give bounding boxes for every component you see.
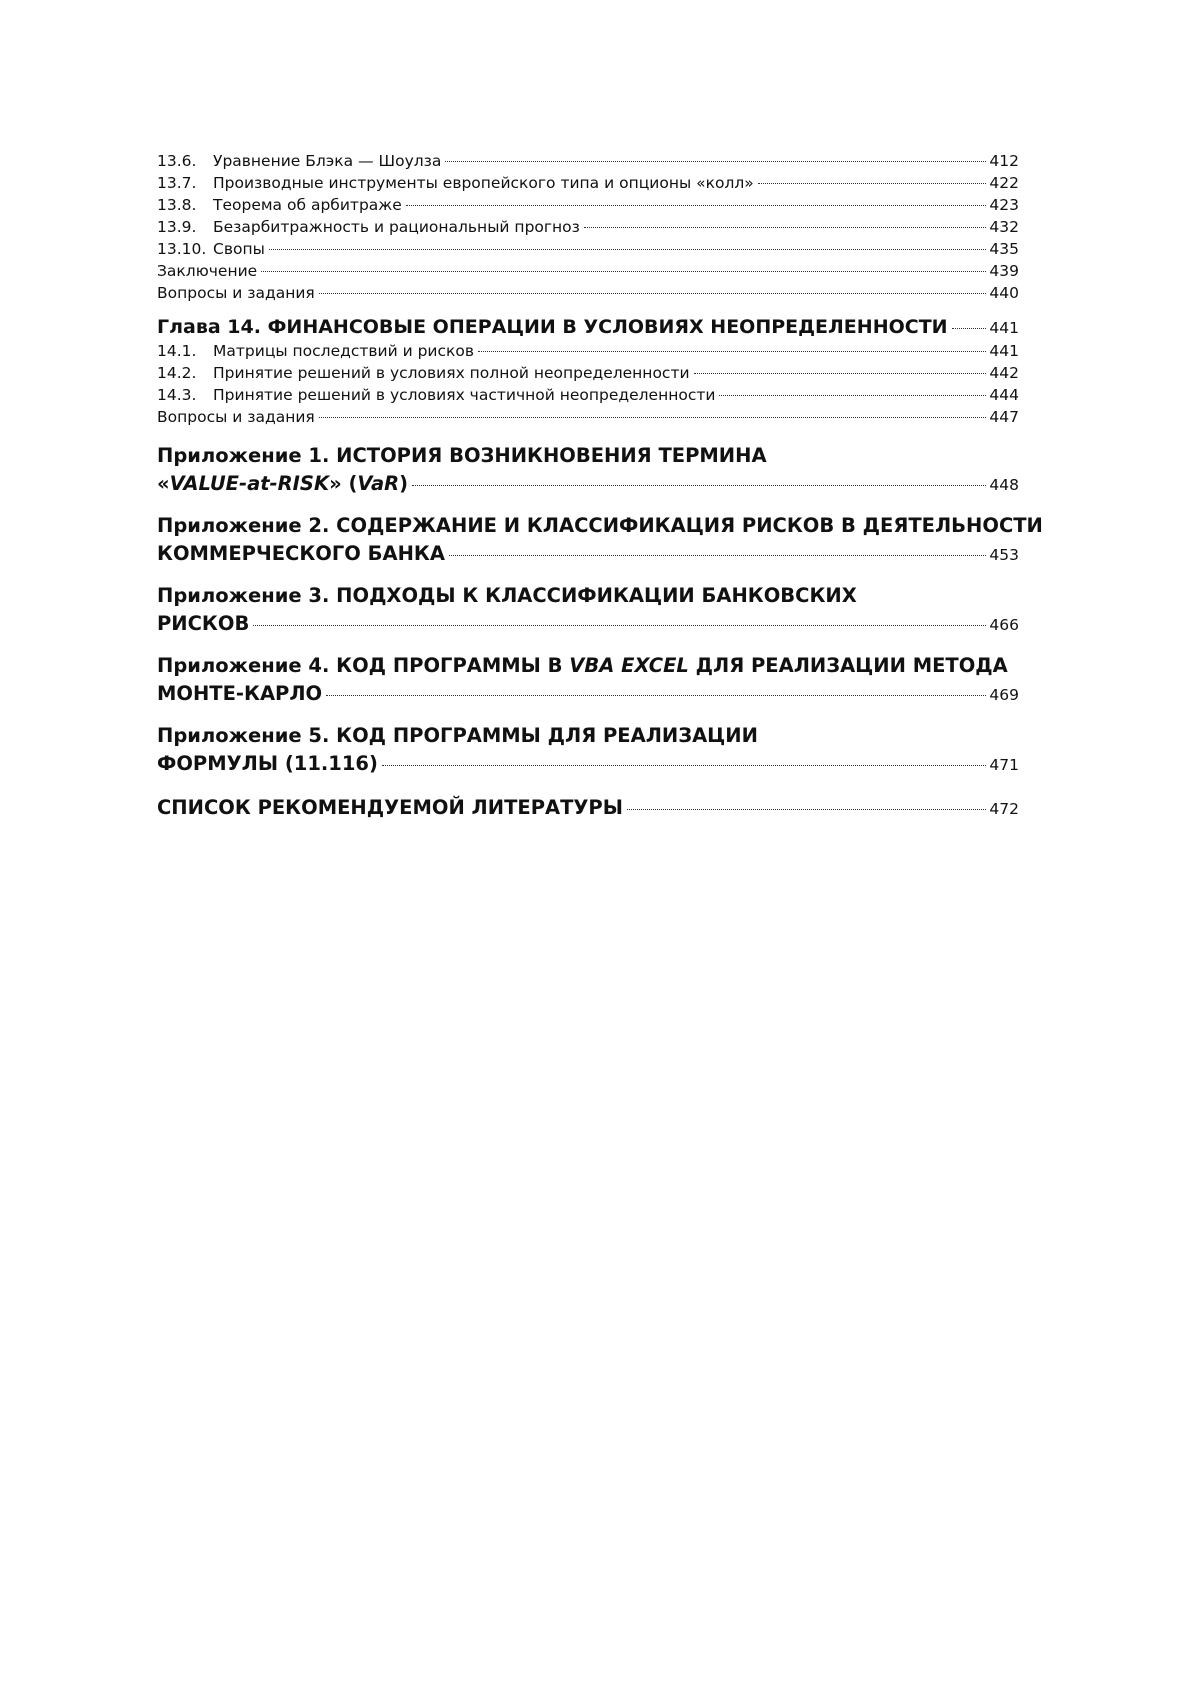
- dot-leader: [478, 351, 986, 352]
- appendix-title-line1: Приложение 4. КОД ПРОГРАММЫ В VBA EXCEL ДЛЯ РЕАЛИЗАЦИИ МЕТОДА: [157, 654, 1008, 677]
- page-number: 422: [989, 174, 1019, 192]
- toc-entry-13-9: [157, 216, 1019, 238]
- section-title: Теорема об арбитраже: [213, 196, 402, 214]
- toc-entry-appendix-1: [157, 442, 1019, 498]
- toc-entry-14-3: [157, 384, 1019, 406]
- toc-entry-appendix-3: [157, 582, 1019, 638]
- appendix-title-line2: [157, 610, 1019, 638]
- appendix-title-continued: МОНТЕ-КАРЛО: [157, 682, 323, 705]
- section-number: 14.2.: [157, 364, 197, 382]
- dot-leader: [584, 227, 987, 228]
- table-of-contents: [157, 150, 1043, 822]
- appendix-title-continued: РИСКОВ: [157, 612, 250, 635]
- dot-leader: [326, 695, 986, 696]
- chapter-title: Глава 14. ФИНАНСОВЫЕ ОПЕРАЦИИ В УСЛОВИЯХ НЕОПРЕДЕЛЕННОСТИ: [157, 316, 948, 338]
- page-number: 412: [989, 152, 1019, 170]
- dot-leader: [319, 293, 987, 294]
- entry-title: Вопросы и задания: [157, 408, 315, 426]
- page-number: 444: [989, 386, 1019, 404]
- toc-entry-questions-13: [157, 282, 1019, 304]
- page-number: 435: [989, 240, 1019, 258]
- page-number: 440: [989, 284, 1019, 302]
- literature-title: СПИСОК РЕКОМЕНДУЕМОЙ ЛИТЕРАТУРЫ: [157, 796, 623, 819]
- appendix-title-line2: [157, 470, 1019, 498]
- toc-entry-appendix-4: [157, 652, 1019, 708]
- toc-entry-chapter-14: [157, 314, 1019, 340]
- toc-entry-13-8: [157, 194, 1019, 216]
- section-number: 13.10.: [157, 240, 207, 258]
- page-number: 439: [989, 262, 1019, 280]
- dot-leader: [406, 205, 987, 206]
- dot-leader: [694, 373, 987, 374]
- toc-entry-literature: [157, 794, 1019, 822]
- toc-entry-13-7: [157, 172, 1019, 194]
- toc-entry-13-10: [157, 238, 1019, 260]
- toc-entry-appendix-2: [157, 512, 1043, 568]
- dot-leader: [412, 485, 986, 486]
- section-title: Производные инструменты европейского типа и опционы «колл»: [213, 174, 754, 192]
- page-number: 472: [989, 800, 1019, 818]
- toc-entry-13-6: [157, 150, 1019, 172]
- section-number: 14.1.: [157, 342, 197, 360]
- section-number: 13.9.: [157, 218, 197, 236]
- page-number: 469: [989, 686, 1019, 704]
- dot-leader: [719, 395, 986, 396]
- appendix-title-line2: [157, 750, 1019, 778]
- appendix-term: «VALUE-at-RISK» (VaR): [157, 472, 409, 495]
- dot-leader: [253, 625, 986, 626]
- dot-leader: [449, 555, 986, 556]
- page-number: 453: [989, 546, 1019, 564]
- appendix-title-line1: Приложение 2. СОДЕРЖАНИЕ И КЛАССИФИКАЦИЯ РИСКОВ В ДЕЯТЕЛЬНОСТИ: [157, 514, 1043, 537]
- entry-title: Заключение: [157, 262, 258, 280]
- dot-leader: [269, 249, 987, 250]
- page-number: 448: [989, 476, 1019, 494]
- toc-entry-questions-14: [157, 406, 1019, 428]
- dot-leader: [445, 161, 986, 162]
- entry-title: Вопросы и задания: [157, 284, 315, 302]
- page-number: 466: [989, 616, 1019, 634]
- section-number: 13.6.: [157, 152, 197, 170]
- section-number: 14.3.: [157, 386, 197, 404]
- page-number: 441: [989, 319, 1019, 337]
- page-number: 442: [989, 364, 1019, 382]
- toc-entry-conclusion: [157, 260, 1019, 282]
- appendix-title-line1: Приложение 1. ИСТОРИЯ ВОЗНИКНОВЕНИЯ ТЕРМИНА: [157, 444, 767, 467]
- appendix-title-continued: ФОРМУЛЫ (11.116): [157, 752, 378, 775]
- page-number: 432: [989, 218, 1019, 236]
- dot-leader: [382, 765, 986, 766]
- section-number: 13.7.: [157, 174, 197, 192]
- section-title: Принятие решений в условиях частичной неопределенности: [213, 386, 716, 404]
- section-number: 13.8.: [157, 196, 197, 214]
- toc-entry-appendix-5: [157, 722, 1019, 778]
- toc-entry-14-1: [157, 340, 1019, 362]
- appendix-title-line1: Приложение 3. ПОДХОДЫ К КЛАССИФИКАЦИИ БАНКОВСКИХ: [157, 584, 857, 607]
- dot-leader: [758, 183, 987, 184]
- dot-leader: [319, 417, 987, 418]
- page-number: 441: [989, 342, 1019, 360]
- appendix-title-line1: Приложение 5. КОД ПРОГРАММЫ ДЛЯ РЕАЛИЗАЦИИ: [157, 724, 758, 747]
- dot-leader: [952, 328, 987, 329]
- section-title: Безарбитражность и рациональный прогноз: [213, 218, 580, 236]
- section-title: Матрицы последствий и рисков: [213, 342, 475, 360]
- appendix-title-line2: [157, 680, 1019, 708]
- section-title: Уравнение Блэка — Шоулза: [213, 152, 442, 170]
- appendix-title-continued: КОММЕРЧЕСКОГО БАНКА: [157, 542, 445, 565]
- dot-leader: [261, 271, 986, 272]
- section-title: Свопы: [213, 240, 265, 258]
- section-title: Принятие решений в условиях полной неопределенности: [213, 364, 690, 382]
- page-number: 423: [989, 196, 1019, 214]
- page-number: 471: [989, 756, 1019, 774]
- toc-entry-14-2: [157, 362, 1019, 384]
- appendix-title-line2: [157, 540, 1019, 568]
- page-number: 447: [989, 408, 1019, 426]
- dot-leader: [627, 809, 987, 810]
